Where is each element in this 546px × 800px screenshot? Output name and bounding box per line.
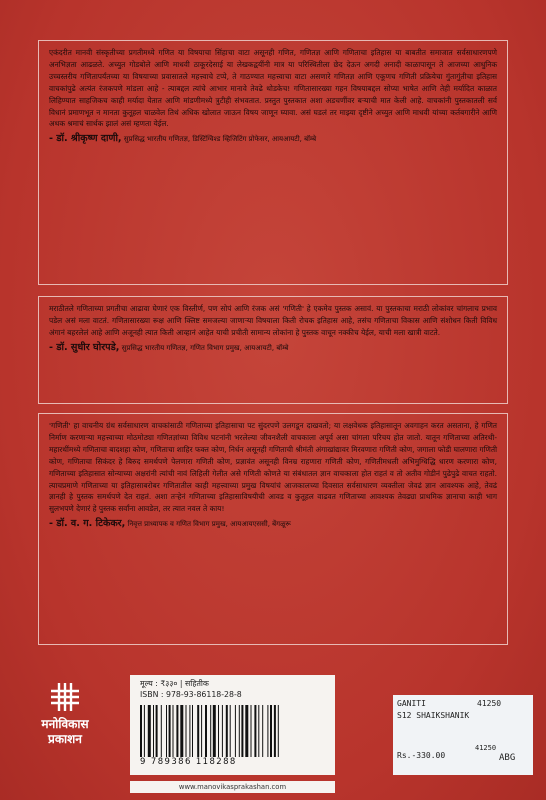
sticker-subtitle: S12 SHAIKSHANIK bbox=[397, 711, 470, 720]
price-line: मूल्य : ₹३३० | सहितीक bbox=[140, 679, 209, 688]
sticker-title: GANITI bbox=[397, 699, 426, 708]
review-panel-dani bbox=[38, 40, 508, 285]
publisher-name-line2: प्रकाशन bbox=[48, 732, 82, 746]
barcode-number: 9 789386 118288 bbox=[140, 757, 237, 767]
price-sticker bbox=[393, 695, 533, 775]
barcode-icon bbox=[140, 705, 326, 757]
sticker-tag: ABG bbox=[499, 753, 516, 763]
review-panel-tikekar bbox=[38, 413, 508, 645]
review-attribution bbox=[49, 517, 497, 531]
reviewer-name: - डॉ. व. ग. टिकेकर, bbox=[49, 518, 126, 530]
isbn-line: ISBN : 978-93-86118-28-8 bbox=[140, 690, 242, 699]
publisher-name-line1: मनोविकास bbox=[41, 717, 89, 731]
publisher-logo bbox=[20, 680, 110, 747]
sticker-code: 41250 bbox=[477, 699, 502, 708]
reviewer-name: - डॉ. सुधीर घोरपडे, bbox=[49, 341, 120, 353]
reviewer-credentials: निवृत्त प्राध्यापक व गणित विभाग प्रमुख, आयआयएससी, बेंगळूरू bbox=[127, 520, 291, 529]
review-text: मराठीतले गणिताच्या प्रगतीचा आढावा घेणारं एक विस्तीर्ण, पण सोपं आणि रंजक असं 'गणिती' हे एकमेव पुस्तक असावं. या पुस्तकाचा मराठी लोकांवर चांगलाच प्रभाव पडेल असं मला वाटतं. गणितासारख्या रूक्ष आणि क्लिष्ट समजल्या जाणाऱ्या विषयाला किती रोचक इतिहास आहे, तसंच गणिताचा विकास आणि संशोधन किती विविध अंगानं बहरलेलं आहे आणि अजूनही त्यात किती आव्हानं आहेत याची प्रचीती सामान्य लोकांना हे पुस्तक वाचून नक्कीच येईल, याची मला खात्री वाटते. bbox=[49, 304, 497, 337]
review-attribution bbox=[49, 341, 497, 355]
barcode-block bbox=[130, 675, 335, 775]
sticker-code2: 41250 bbox=[475, 744, 497, 752]
review-attribution bbox=[49, 132, 497, 146]
review-panel-ghorpade bbox=[38, 296, 508, 404]
review-text: एकंदरीत मानवी संस्कृतीच्या प्रगतीमध्ये गणित या विषयाचा सिंहाचा वाटा असूनही गणित, गणितज्ञ आणि गणिताचा इतिहास या बाबतीत समाजात सर्वसाधारणपणे अनभिज्ञता आढळते. अच्युत गोडबोले आणि माधवी ठाकूरदेसाई या लेखकद्वयींनी मात्र या परिस्थितीला छेद देऊन अगदी अनादी काळापासून ते आजच्या आधुनिक उच्चस्तरीय गणितापर्यंतच्या या विषयाच्या प्रवासातले महत्त्वाचे टप्पे, ते गाठण्यात महत्त्वाचा वाटा असणारे गणितज्ञ आणि एकूणच गणिती प्रक्रियेचा गुंतागुंतीचा इतिहास वाचकांपुढे अत्यंत रंजकपणे मांडला आहे - त्याबद्दल त्यांचे आभार मानावे तेवढे थोडकेच! गणितासारख्या गहन विषयाबद्दल सोप्या भाषेत आणि तेही मर्यादित काळात लिहिण्यात साहजिकच काही मर्यादा येतात आणि मांडणीमध्ये त्रुटीही संभवतात. प्रस्तुत पुस्तकात अशा अडचणींवर बऱ्याची मात केली आहे. वाचकांनी पुस्तकातली सर्व विधानं प्रमाणभूत न मानता कुतूहल चाळवेल तिथं अधिक खोलात जाऊन विषय जाणून घ्यावा. असं घडलं तर माझ्या दृष्टीने अच्युत आणि माधवी यांच्या कर्तबगारीने आणि अथक श्रमाचं सार्थक झालं असं म्हणता येईल. bbox=[49, 48, 497, 129]
review-text: 'गणिती' हा वाचनीय ग्रंथ सर्वसाधारण वाचकांसाठी गणिताच्या इतिहासाचा पट सुंदरपणे उलगडून दाखवतो; या लक्षवेधक इतिहासातून अवगाहन करत असताना, हे गणित निर्माण करणाऱ्या महत्त्वाच्या मोठमोठ्या गणितज्ञांच्या विविध घटनांनी भरलेल्या जीवनशैली वाचकाला अपूर्व असा चांगला परिचय होत जातो. यातून गणिताच्या अतिरथी-महारथींमध्ये गणिताचा बादशहा कोण, गणिताचा शाहिर फक्त कोण, निर्धन असूनही गणिताची श्रीमंती अंगाखांद्यावर मिरवणारा गणिती कोण, जगाला फोडी घालणारा गणिती कोण, गणिताचा सिकंदर हे बिरुद समर्थपणे पेलणारा गणिती कोण, प्रज्ञावंत असूनही विनम्र राहणारा गणिती कोण, गणितीमधली अभिमुग्धिद्धि धारण करणारा कोण, गणिताच्या इतिहासात सोन्याच्या अक्षरांनी त्यांची नावं लिहिली गेलीत असे गणिती कोणते या संबंधातल ज्ञान वाचकाला होत राहतं व तो अतीव गोडीनं पुढेपुढे वाचत राहतो. त्याचप्रमाणे गणिताच्या या इतिहासाबरोबर गणितातील काही महत्त्वाच्या प्रमुख विषयांचं आजकालच्या दिवसात सर्वसाधारण व्यक्तीला जेवढं ज्ञान आवश्यक आहे, तेवढं ज्ञानही हे पुस्तक समर्थपणे देत राहतं. अशा तऱ्हेनं गणिताच्या इतिहासाविषयीची आवड व कुतूहल वाढवत गणिताच्या आवश्यक तेवढ्या प्राथमिक ज्ञानाचा काही भाग सुलभपणे देणारं हे पुस्तक सर्वांना आवडेल, तर त्यात नवल ते काय! bbox=[49, 421, 497, 514]
reviewer-credentials: सुप्रसिद्ध भारतीय गणितज्ञ, डिस्टिंग्विश्ड व्हिजिटिंग प्रोफेसर, आयआयटी, बॉम्बे bbox=[123, 135, 317, 144]
manovikas-logo-icon bbox=[48, 680, 82, 714]
sticker-price: Rs.-330.00 bbox=[397, 751, 446, 760]
reviewer-credentials: सुप्रसिद्ध भारतीय गणितज्ञ, गणित विभाग प्रमुख, आयआयटी, बॉम्बे bbox=[121, 343, 289, 352]
publisher-url: www.manovikasprakashan.com bbox=[130, 781, 335, 793]
reviewer-name: - डॉ. श्रीकृष्ण दाणी, bbox=[49, 133, 122, 145]
